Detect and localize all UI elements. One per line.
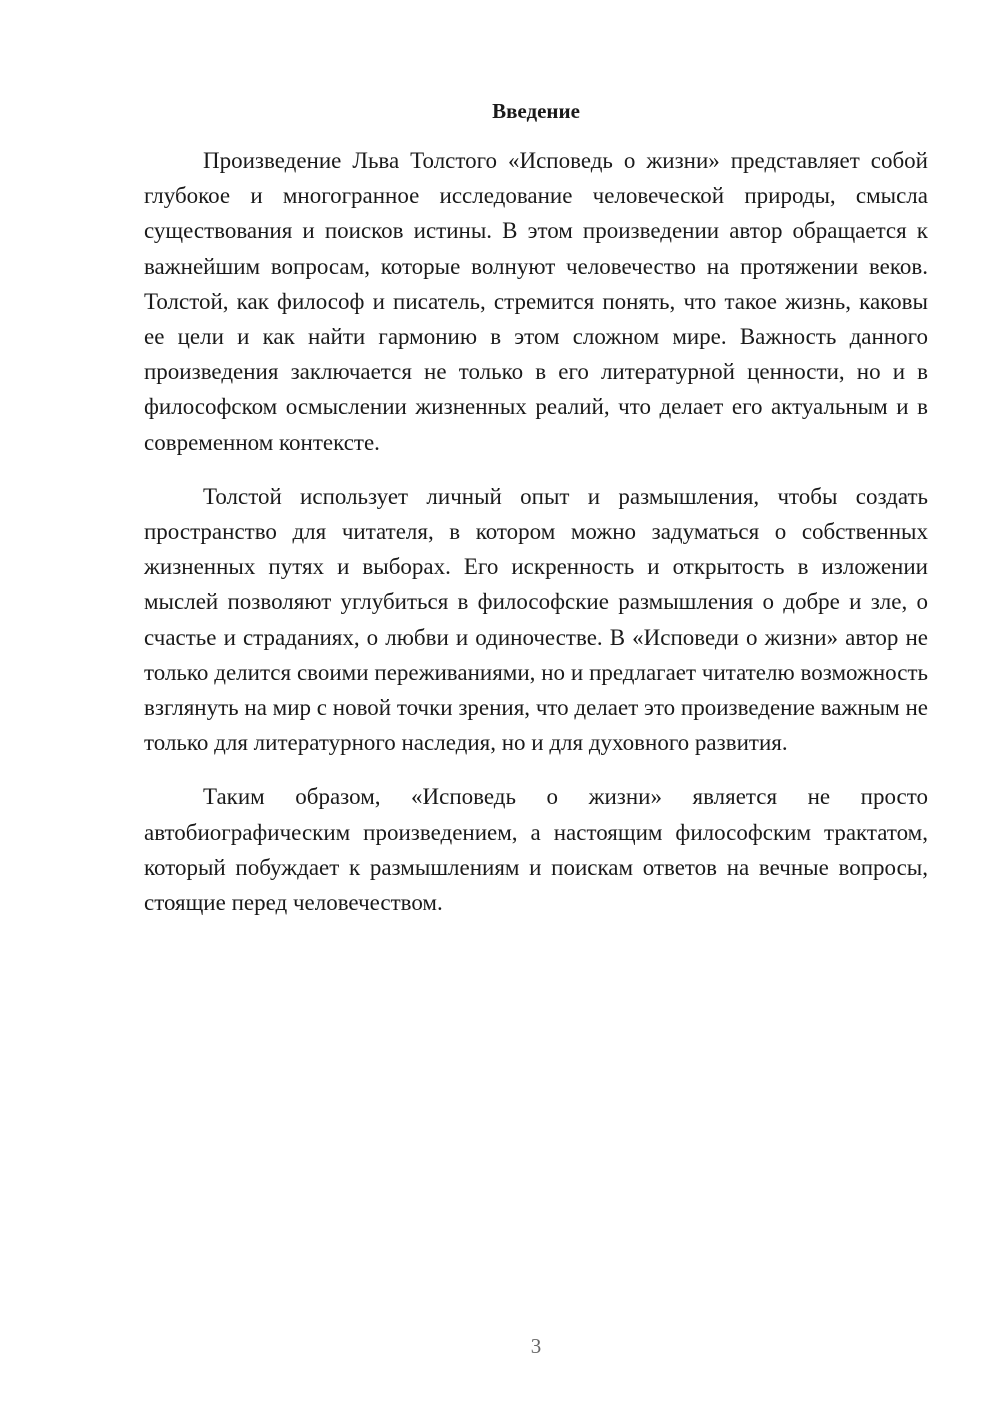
paragraph-2: Толстой использует личный опыт и размышления, чтобы создать пространство для читателя, в котором можно задуматься о собственных жизненных путях и выборах. Его искренность и открытость в изложении мыслей позволяют углубиться в философские размышления о добре и зле, о счастье и страданиях, о любви и одиночестве. В «Исповеди о жизни» автор не только делится своими переживаниями, но и предлагает читателю возможность взглянуть на мир с новой точки зрения, что делает это произведение важным не только для литературного наследия, но и для духовного развития. <box>144 483 928 756</box>
paragraph-1: Произведение Льва Толстого «Исповедь о жизни» представляет собой глубокое и многогранное исследование человеческой природы, смысла существования и поисков истины. В этом произведении автор обращается к важнейшим вопросам, которые волнуют человечество на протяжении веков. Толстой, как философ и писатель, стремится понять, что такое жизнь, каковы ее цели и как найти гармонию в этом сложном мире. Важность данного произведения заключается не только в его литературной ценности, но и в философском осмыслении жизненных реалий, что делает его актуальным и в современном контексте. <box>144 148 928 455</box>
section-heading: Введение <box>492 99 580 123</box>
page-number: 3 <box>530 1334 542 1358</box>
paragraph-3: Таким образом, «Исповедь о жизни» является не просто автобиографическим произведением, а настоящим философским трактатом, который побуждает к размышлениям и поискам ответов на вечные вопросы, стоящие перед человечеством. <box>144 784 928 916</box>
body-text <box>144 143 928 939</box>
